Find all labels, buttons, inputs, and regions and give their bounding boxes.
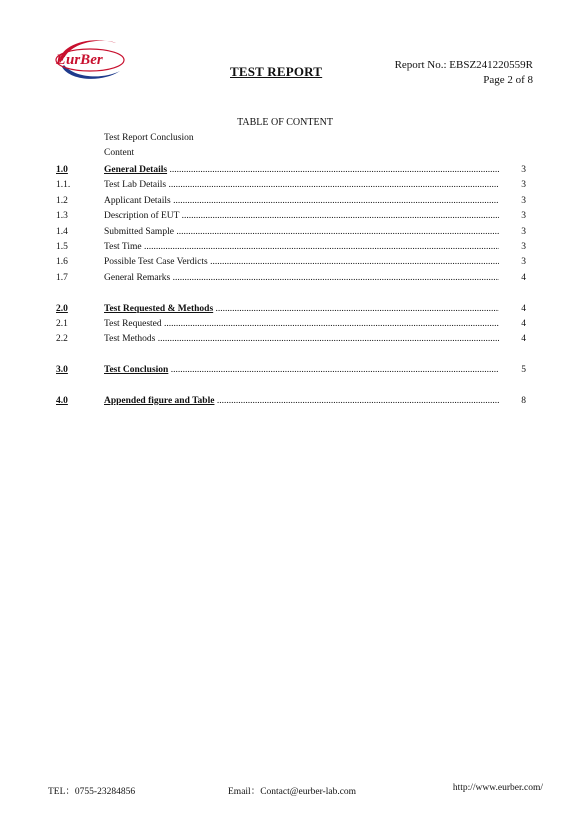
- toc-title-leader: [104, 394, 499, 409]
- toc-title: Test Conclusion: [104, 365, 169, 376]
- toc-spacer: [56, 348, 526, 363]
- toc-title: Possible Test Case Verdicts: [104, 257, 208, 268]
- toc-title-leader: [104, 332, 499, 347]
- toc-page: 3: [521, 211, 526, 222]
- toc-title-leader: [104, 363, 499, 378]
- toc-number: 2.0: [56, 303, 68, 314]
- toc-number: 2.1: [56, 318, 68, 329]
- toc-title: General Details: [104, 165, 168, 175]
- toc-number: 2.2: [56, 334, 68, 345]
- toc-title-leader: [104, 240, 499, 255]
- eurber-logo-icon: [50, 33, 128, 85]
- toc-number: 3.0: [56, 365, 68, 376]
- toc-title-leader: [104, 209, 499, 224]
- toc-title: Applicant Details: [104, 195, 171, 206]
- toc-title-leader: [104, 302, 499, 317]
- report-number: Report No.: EBSZ241220559R: [394, 59, 533, 71]
- toc-page: 3: [521, 195, 526, 206]
- toc-number: 1.7: [56, 272, 68, 283]
- toc-title: Description of EUT: [104, 211, 180, 222]
- toc-title-leader: [104, 194, 499, 209]
- toc-page: 3: [521, 180, 526, 191]
- toc-title: Test Requested: [104, 318, 162, 329]
- toc-row[interactable]: [56, 240, 526, 255]
- toc-page: 3: [521, 226, 526, 237]
- toc-spacer: [56, 286, 526, 301]
- toc-page: 3: [521, 241, 526, 252]
- toc-spacer: [56, 378, 526, 393]
- toc-page: 5: [521, 365, 526, 376]
- toc-page: 8: [521, 395, 526, 406]
- toc-number: 1.0: [56, 165, 68, 175]
- toc-number: 1.3: [56, 211, 68, 222]
- toc-page: 4: [521, 303, 526, 314]
- toc-page: 3: [521, 165, 526, 175]
- toc-title-leader: [104, 255, 499, 270]
- toc-number: 1.5: [56, 241, 68, 252]
- page-indicator: Page 2 of 8: [483, 74, 533, 86]
- toc-row[interactable]: [56, 332, 526, 347]
- company-logo: [50, 33, 128, 85]
- toc-title-leader: [104, 178, 499, 193]
- toc-row[interactable]: [56, 209, 526, 224]
- toc-page: 4: [521, 334, 526, 345]
- toc-number: 1.6: [56, 257, 68, 268]
- toc-number: 1.2: [56, 195, 68, 206]
- toc-title: Test Time: [104, 241, 142, 252]
- toc-title: Appended figure and Table: [104, 395, 215, 406]
- toc-title: Submitted Sample: [104, 226, 174, 237]
- toc-title-leader: [104, 225, 499, 240]
- toc-number: 4.0: [56, 395, 68, 406]
- toc-row[interactable]: [56, 394, 526, 409]
- toc-title: Test Methods: [104, 334, 156, 345]
- logo-text: EurBer: [56, 52, 103, 68]
- report-title: TEST REPORT: [230, 64, 323, 79]
- pre-line-content: Content: [104, 148, 135, 158]
- toc-title-leader: [104, 163, 499, 178]
- toc-row[interactable]: [56, 271, 526, 286]
- toc-heading: TABLE OF CONTENT: [237, 117, 333, 128]
- toc-row[interactable]: [56, 163, 526, 178]
- toc-page: 4: [521, 318, 526, 329]
- toc-title: Test Requested & Methods: [104, 303, 214, 314]
- toc-number: 1.4: [56, 226, 68, 237]
- toc-row[interactable]: [56, 194, 526, 209]
- report-meta: [395, 58, 533, 88]
- footer-url: http://www.eurber.com/: [452, 783, 543, 793]
- toc-row[interactable]: [56, 302, 526, 317]
- toc-page: 4: [521, 272, 526, 283]
- table-of-contents: [56, 163, 526, 409]
- toc-page: 3: [521, 257, 526, 268]
- toc-row[interactable]: [56, 255, 526, 270]
- toc-title: General Remarks: [104, 272, 171, 283]
- footer-phone: TEL：0755-23284856: [48, 787, 136, 797]
- toc-row[interactable]: [56, 225, 526, 240]
- toc-row[interactable]: [56, 178, 526, 193]
- toc-row[interactable]: [56, 317, 526, 332]
- toc-title-leader: [104, 271, 499, 286]
- pre-line-conclusion: Test Report Conclusion: [104, 133, 194, 143]
- toc-title-leader: [104, 317, 499, 332]
- footer-email: Email：Contact@eurber-lab.com: [228, 787, 357, 797]
- toc-title: Test Lab Details: [104, 180, 167, 191]
- toc-row[interactable]: [56, 363, 526, 378]
- toc-number: 1.1.: [56, 180, 71, 191]
